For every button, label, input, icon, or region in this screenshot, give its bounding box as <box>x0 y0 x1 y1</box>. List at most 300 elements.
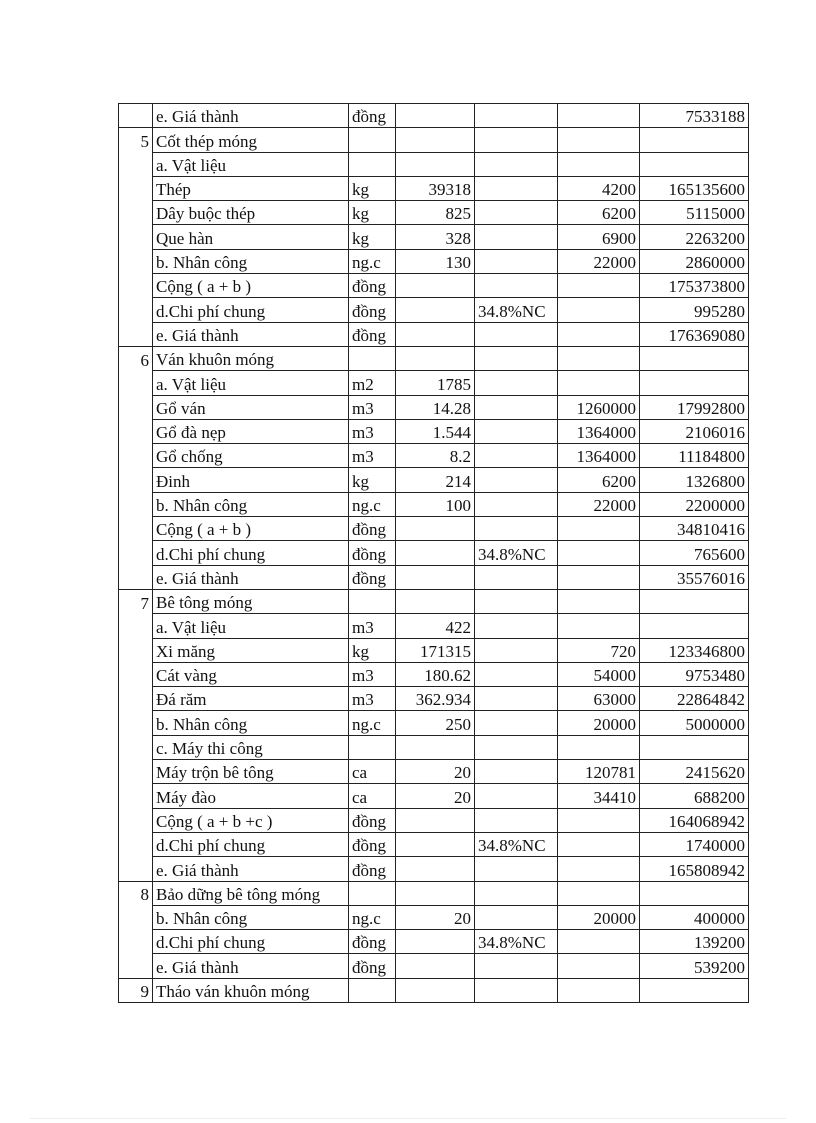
cell-quantity: 214 <box>396 468 475 492</box>
cell-unit-price <box>558 930 640 954</box>
cell-unit: kg <box>349 176 396 200</box>
cell-item-name: Máy trộn bê tông <box>153 760 349 784</box>
cell-unit: đồng <box>349 930 396 954</box>
cell-overhead-rate <box>475 201 558 225</box>
cell-unit-price <box>558 346 640 370</box>
cell-unit-price <box>558 978 640 1002</box>
cell-item-name: Thép <box>153 176 349 200</box>
cell-item-number: 6 <box>119 346 153 370</box>
cell-overhead-rate <box>475 468 558 492</box>
table-row <box>119 225 749 249</box>
cell-item-number <box>119 711 153 735</box>
table-row <box>119 614 749 638</box>
cell-amount: 9753480 <box>640 662 749 686</box>
table-row <box>119 249 749 273</box>
cell-amount: 11184800 <box>640 444 749 468</box>
cell-item-number <box>119 225 153 249</box>
cell-quantity <box>396 298 475 322</box>
table-row <box>119 541 749 565</box>
cell-amount: 2106016 <box>640 419 749 443</box>
cell-amount: 139200 <box>640 930 749 954</box>
cell-unit-price <box>558 954 640 978</box>
cell-amount <box>640 128 749 152</box>
cell-item-number <box>119 152 153 176</box>
cell-unit-price: 120781 <box>558 760 640 784</box>
cell-amount: 2200000 <box>640 492 749 516</box>
cell-unit-price: 6200 <box>558 201 640 225</box>
cell-overhead-rate <box>475 614 558 638</box>
cell-quantity: 1785 <box>396 371 475 395</box>
cell-unit-price: 1364000 <box>558 444 640 468</box>
table-row <box>119 176 749 200</box>
cell-item-name: a. Vật liệu <box>153 614 349 638</box>
cell-quantity <box>396 346 475 370</box>
cell-unit-price <box>558 298 640 322</box>
cell-amount: 164068942 <box>640 808 749 832</box>
cell-item-name: d.Chi phí chung <box>153 930 349 954</box>
cell-quantity <box>396 881 475 905</box>
cell-overhead-rate <box>475 346 558 370</box>
cell-unit-price: 720 <box>558 638 640 662</box>
cell-quantity: 39318 <box>396 176 475 200</box>
cell-amount: 2415620 <box>640 760 749 784</box>
cell-amount <box>640 371 749 395</box>
cell-unit-price: 34410 <box>558 784 640 808</box>
cell-item-name: a. Vật liệu <box>153 152 349 176</box>
cell-unit-price <box>558 128 640 152</box>
cell-unit: ng.c <box>349 249 396 273</box>
cell-unit: đồng <box>349 322 396 346</box>
cell-overhead-rate <box>475 152 558 176</box>
cell-item-number <box>119 201 153 225</box>
table-row <box>119 905 749 929</box>
cell-unit: đồng <box>349 541 396 565</box>
cell-unit: đồng <box>349 857 396 881</box>
cell-overhead-rate: 34.8%NC <box>475 832 558 856</box>
cell-unit: m3 <box>349 444 396 468</box>
cell-amount: 165808942 <box>640 857 749 881</box>
cell-item-name: Tháo ván khuôn móng <box>153 978 349 1002</box>
cell-overhead-rate <box>475 444 558 468</box>
cell-unit-price <box>558 371 640 395</box>
cell-quantity: 20 <box>396 784 475 808</box>
cell-unit: m3 <box>349 419 396 443</box>
cell-item-number <box>119 541 153 565</box>
cost-estimate-table <box>118 103 748 1003</box>
cell-item-name: Máy đào <box>153 784 349 808</box>
cell-item-number <box>119 930 153 954</box>
table-row <box>119 104 749 128</box>
cell-overhead-rate: 34.8%NC <box>475 298 558 322</box>
cell-unit <box>349 128 396 152</box>
estimate-grid <box>118 103 749 1003</box>
cell-unit-price: 22000 <box>558 492 640 516</box>
table-row <box>119 419 749 443</box>
cell-amount <box>640 978 749 1002</box>
cell-item-name: Dây buộc thép <box>153 201 349 225</box>
cell-unit-price: 63000 <box>558 687 640 711</box>
cell-quantity: 825 <box>396 201 475 225</box>
table-row <box>119 322 749 346</box>
cell-unit-price <box>558 881 640 905</box>
cell-item-name: a. Vật liệu <box>153 371 349 395</box>
cell-quantity: 130 <box>396 249 475 273</box>
cell-item-number <box>119 444 153 468</box>
table-row <box>119 662 749 686</box>
cell-unit-price <box>558 565 640 589</box>
cell-quantity: 250 <box>396 711 475 735</box>
cell-amount: 7533188 <box>640 104 749 128</box>
table-row <box>119 128 749 152</box>
cell-item-number <box>119 419 153 443</box>
cell-overhead-rate <box>475 784 558 808</box>
cell-item-name: d.Chi phí chung <box>153 541 349 565</box>
cell-quantity <box>396 274 475 298</box>
cell-amount: 5115000 <box>640 201 749 225</box>
cell-quantity <box>396 517 475 541</box>
table-row <box>119 954 749 978</box>
cell-unit: đồng <box>349 565 396 589</box>
cell-unit: m2 <box>349 371 396 395</box>
cell-quantity <box>396 735 475 759</box>
table-row <box>119 444 749 468</box>
cell-unit-price: 6900 <box>558 225 640 249</box>
cell-item-name: c. Máy thi công <box>153 735 349 759</box>
table-row <box>119 565 749 589</box>
cell-unit: ng.c <box>349 905 396 929</box>
cell-overhead-rate <box>475 735 558 759</box>
table-row <box>119 711 749 735</box>
cell-item-number <box>119 784 153 808</box>
cell-overhead-rate <box>475 274 558 298</box>
cell-overhead-rate <box>475 978 558 1002</box>
cell-amount: 5000000 <box>640 711 749 735</box>
table-row <box>119 298 749 322</box>
cell-unit: đồng <box>349 104 396 128</box>
cell-amount: 400000 <box>640 905 749 929</box>
cell-amount: 995280 <box>640 298 749 322</box>
cell-item-name: Xi măng <box>153 638 349 662</box>
table-row <box>119 808 749 832</box>
cell-unit: m3 <box>349 662 396 686</box>
cell-amount <box>640 589 749 613</box>
cell-overhead-rate <box>475 104 558 128</box>
cell-unit: m3 <box>349 614 396 638</box>
cell-amount: 765600 <box>640 541 749 565</box>
cell-overhead-rate: 34.8%NC <box>475 930 558 954</box>
table-row <box>119 395 749 419</box>
cell-unit-price: 20000 <box>558 905 640 929</box>
cell-unit: m3 <box>349 395 396 419</box>
table-row <box>119 346 749 370</box>
page-bottom-rule <box>30 1118 786 1119</box>
cell-item-number <box>119 298 153 322</box>
cell-item-number <box>119 176 153 200</box>
cell-quantity: 362.934 <box>396 687 475 711</box>
cell-item-name: b. Nhân công <box>153 249 349 273</box>
cell-quantity <box>396 104 475 128</box>
table-row <box>119 881 749 905</box>
cell-overhead-rate <box>475 638 558 662</box>
cell-unit-price: 1364000 <box>558 419 640 443</box>
cell-item-number: 9 <box>119 978 153 1002</box>
table-row <box>119 784 749 808</box>
cell-quantity <box>396 978 475 1002</box>
cell-quantity <box>396 954 475 978</box>
cell-amount: 2860000 <box>640 249 749 273</box>
cell-unit-price <box>558 104 640 128</box>
cell-overhead-rate <box>475 322 558 346</box>
cell-amount <box>640 152 749 176</box>
cell-quantity: 100 <box>396 492 475 516</box>
cell-quantity <box>396 589 475 613</box>
table-row <box>119 468 749 492</box>
table-row <box>119 832 749 856</box>
cell-item-number <box>119 857 153 881</box>
table-row <box>119 978 749 1002</box>
cell-item-name: Đá răm <box>153 687 349 711</box>
cell-item-name: d.Chi phí chung <box>153 832 349 856</box>
cell-overhead-rate <box>475 249 558 273</box>
cell-item-number <box>119 832 153 856</box>
cell-unit-price <box>558 322 640 346</box>
table-row <box>119 371 749 395</box>
cell-overhead-rate <box>475 395 558 419</box>
cell-amount: 688200 <box>640 784 749 808</box>
cell-quantity <box>396 128 475 152</box>
cell-unit <box>349 346 396 370</box>
cell-quantity: 14.28 <box>396 395 475 419</box>
cell-item-number <box>119 638 153 662</box>
cell-item-number <box>119 517 153 541</box>
cell-unit-price: 6200 <box>558 468 640 492</box>
cell-item-number <box>119 371 153 395</box>
cell-overhead-rate <box>475 662 558 686</box>
cell-amount: 176369080 <box>640 322 749 346</box>
cell-item-name: Gổ chống <box>153 444 349 468</box>
cell-unit-price: 54000 <box>558 662 640 686</box>
cell-unit-price <box>558 589 640 613</box>
cell-overhead-rate <box>475 371 558 395</box>
cell-item-number <box>119 274 153 298</box>
cell-unit <box>349 735 396 759</box>
cell-item-name: e. Giá thành <box>153 104 349 128</box>
cell-amount: 17992800 <box>640 395 749 419</box>
cell-overhead-rate <box>475 565 558 589</box>
cell-amount: 165135600 <box>640 176 749 200</box>
cell-unit: đồng <box>349 517 396 541</box>
cell-unit: đồng <box>349 954 396 978</box>
cell-unit: đồng <box>349 832 396 856</box>
table-row <box>119 517 749 541</box>
cell-unit <box>349 978 396 1002</box>
cell-unit-price <box>558 857 640 881</box>
cell-quantity <box>396 565 475 589</box>
cell-unit <box>349 589 396 613</box>
cell-unit-price <box>558 735 640 759</box>
cell-unit: kg <box>349 638 396 662</box>
cell-unit-price <box>558 614 640 638</box>
cell-item-number <box>119 954 153 978</box>
cell-unit: đồng <box>349 274 396 298</box>
cell-overhead-rate <box>475 492 558 516</box>
cell-item-name: Que hàn <box>153 225 349 249</box>
table-row <box>119 274 749 298</box>
cell-item-number <box>119 565 153 589</box>
cell-item-name: Bảo dững bê tông móng <box>153 881 349 905</box>
cell-unit: kg <box>349 225 396 249</box>
cell-item-number <box>119 104 153 128</box>
cell-item-name: d.Chi phí chung <box>153 298 349 322</box>
cell-item-number: 8 <box>119 881 153 905</box>
cell-overhead-rate <box>475 881 558 905</box>
table-row <box>119 735 749 759</box>
cell-item-number <box>119 249 153 273</box>
cell-quantity: 20 <box>396 905 475 929</box>
cell-overhead-rate <box>475 711 558 735</box>
cell-quantity <box>396 152 475 176</box>
cell-unit-price <box>558 832 640 856</box>
cell-unit-price: 4200 <box>558 176 640 200</box>
cell-overhead-rate <box>475 857 558 881</box>
cell-overhead-rate <box>475 517 558 541</box>
cell-item-number <box>119 905 153 929</box>
table-row <box>119 930 749 954</box>
cell-amount <box>640 346 749 370</box>
cell-amount: 35576016 <box>640 565 749 589</box>
cell-unit: m3 <box>349 687 396 711</box>
cell-unit: ng.c <box>349 711 396 735</box>
table-row <box>119 687 749 711</box>
cell-item-name: Cộng ( a + b ) <box>153 517 349 541</box>
cell-amount <box>640 735 749 759</box>
cell-amount: 539200 <box>640 954 749 978</box>
cell-unit-price: 22000 <box>558 249 640 273</box>
cell-unit: kg <box>349 468 396 492</box>
cell-unit: ng.c <box>349 492 396 516</box>
cell-overhead-rate <box>475 954 558 978</box>
cell-quantity <box>396 541 475 565</box>
cell-item-number <box>119 468 153 492</box>
cell-item-name: b. Nhân công <box>153 492 349 516</box>
cell-overhead-rate <box>475 687 558 711</box>
cell-quantity <box>396 832 475 856</box>
cell-overhead-rate <box>475 176 558 200</box>
cell-amount: 22864842 <box>640 687 749 711</box>
cell-quantity: 180.62 <box>396 662 475 686</box>
table-row <box>119 760 749 784</box>
cell-item-number <box>119 395 153 419</box>
table-row <box>119 589 749 613</box>
cell-item-number: 7 <box>119 589 153 613</box>
cell-item-name: Bê tông móng <box>153 589 349 613</box>
cell-quantity: 422 <box>396 614 475 638</box>
cell-unit-price: 20000 <box>558 711 640 735</box>
table-body <box>119 104 749 1003</box>
cell-unit-price <box>558 541 640 565</box>
table-row <box>119 152 749 176</box>
cell-item-name: e. Giá thành <box>153 954 349 978</box>
cell-item-number <box>119 662 153 686</box>
cell-amount: 2263200 <box>640 225 749 249</box>
cell-amount: 34810416 <box>640 517 749 541</box>
cell-item-number <box>119 614 153 638</box>
cell-unit: ca <box>349 784 396 808</box>
cell-unit: ca <box>349 760 396 784</box>
table-row <box>119 492 749 516</box>
cell-unit <box>349 152 396 176</box>
cell-quantity <box>396 322 475 346</box>
cell-overhead-rate <box>475 225 558 249</box>
cell-item-number <box>119 808 153 832</box>
cell-item-name: e. Giá thành <box>153 322 349 346</box>
cell-overhead-rate <box>475 419 558 443</box>
cell-amount: 123346800 <box>640 638 749 662</box>
cell-item-number <box>119 322 153 346</box>
cell-item-name: Cát vàng <box>153 662 349 686</box>
cell-overhead-rate: 34.8%NC <box>475 541 558 565</box>
cell-item-name: Gổ đà nẹp <box>153 419 349 443</box>
cell-unit-price <box>558 152 640 176</box>
cell-overhead-rate <box>475 589 558 613</box>
cell-item-name: Cốt thép móng <box>153 128 349 152</box>
cell-item-number: 5 <box>119 128 153 152</box>
cell-item-name: b. Nhân công <box>153 711 349 735</box>
cell-unit-price <box>558 808 640 832</box>
cell-item-name: e. Giá thành <box>153 565 349 589</box>
cell-amount: 1740000 <box>640 832 749 856</box>
cell-unit-price <box>558 274 640 298</box>
cell-amount: 1326800 <box>640 468 749 492</box>
cell-unit: đồng <box>349 298 396 322</box>
cell-item-name: e. Giá thành <box>153 857 349 881</box>
cell-quantity: 328 <box>396 225 475 249</box>
table-row <box>119 638 749 662</box>
cell-item-number <box>119 735 153 759</box>
cell-quantity <box>396 857 475 881</box>
cell-quantity: 8.2 <box>396 444 475 468</box>
cell-unit-price: 1260000 <box>558 395 640 419</box>
cell-unit-price <box>558 517 640 541</box>
cell-item-name: Ván khuôn móng <box>153 346 349 370</box>
table-row <box>119 201 749 225</box>
cell-quantity: 171315 <box>396 638 475 662</box>
cell-overhead-rate <box>475 905 558 929</box>
cell-item-number <box>119 760 153 784</box>
cell-item-name: Đinh <box>153 468 349 492</box>
cell-overhead-rate <box>475 128 558 152</box>
cell-unit <box>349 881 396 905</box>
cell-quantity: 20 <box>396 760 475 784</box>
cell-quantity <box>396 930 475 954</box>
cell-unit: kg <box>349 201 396 225</box>
cell-amount: 175373800 <box>640 274 749 298</box>
cell-item-number <box>119 492 153 516</box>
cell-quantity <box>396 808 475 832</box>
cell-unit: đồng <box>349 808 396 832</box>
cell-amount <box>640 614 749 638</box>
table-row <box>119 857 749 881</box>
cell-overhead-rate <box>475 808 558 832</box>
cell-amount <box>640 881 749 905</box>
cell-quantity: 1.544 <box>396 419 475 443</box>
cell-item-name: Cộng ( a + b ) <box>153 274 349 298</box>
cell-item-name: Gổ ván <box>153 395 349 419</box>
cell-item-name: b. Nhân công <box>153 905 349 929</box>
cell-item-name: Cộng ( a + b +c ) <box>153 808 349 832</box>
cell-item-number <box>119 687 153 711</box>
cell-overhead-rate <box>475 760 558 784</box>
